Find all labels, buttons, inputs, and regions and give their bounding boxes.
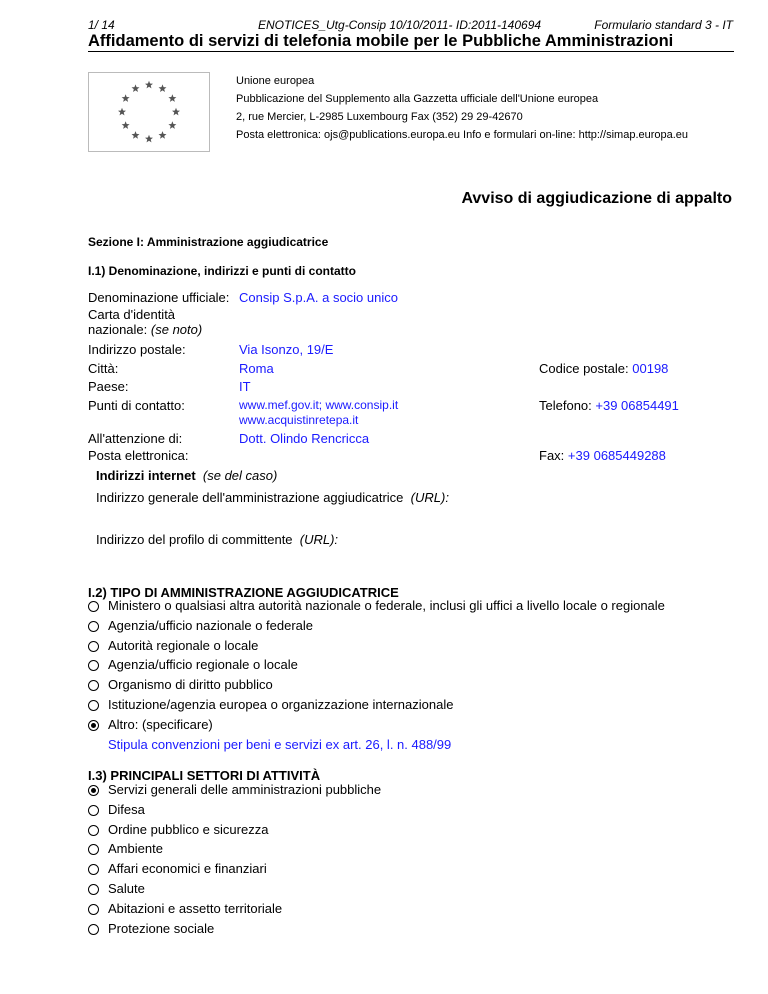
postcode: Codice postale: 00198 <box>539 361 669 376</box>
authority-type-label-6: Altro: (specificare) <box>108 716 213 732</box>
authority-type-label-1: Agenzia/ufficio nazionale o federale <box>108 617 314 633</box>
document-id: ENOTICES_Utg-Consip 10/10/2011- ID:2011-140694 <box>258 18 542 32</box>
activity-radio-7[interactable] <box>88 924 99 935</box>
activity-label-4: Affari economici e finanziari <box>108 861 267 877</box>
activity-label-0: Servizi generali delle amministrazioni pubbliche <box>108 782 382 797</box>
id-label-line-2: nazionale: (se noto) <box>88 322 203 337</box>
activity-radio-5[interactable] <box>88 884 99 895</box>
authority-type-radio-2[interactable] <box>88 641 99 652</box>
email-label: Posta elettronica: <box>88 448 189 463</box>
activity-radio-2[interactable] <box>88 825 99 836</box>
general-address: Indirizzo generale dell'amministrazione aggiudicatrice (URL): <box>96 490 449 505</box>
name-label: Denominazione ufficiale: <box>88 290 230 305</box>
authority-type-label-5: Istituzione/agenzia europea o organizzazione internazionale <box>108 697 454 712</box>
country-label: Paese: <box>88 379 129 394</box>
city-label: Città: <box>88 361 119 376</box>
section-1-2-title: I.2) TIPO DI AMMINISTRAZIONE AGGIUDICATRICE <box>88 585 399 600</box>
activity-label-1: Difesa <box>108 801 145 817</box>
other-authority-value: Stipula convenzioni per beni e servizi ex art. 26, l. n. 488/99 <box>108 737 452 752</box>
publisher-line-2: Pubblicazione del Supplemento alla Gazzetta ufficiale dell'Unione europea <box>236 93 599 105</box>
contact-value-2: www.acquistinretepa.it <box>239 413 359 427</box>
attention-value: Dott. Olindo Rencricca <box>239 431 370 446</box>
title-rule <box>88 51 734 52</box>
authority-type-label-4: Organismo di diritto pubblico <box>108 677 273 693</box>
name-value: Consip S.p.A. a socio unico <box>239 290 398 305</box>
section-1-1-title: I.1) Denominazione, indirizzi e punti di contatto <box>88 264 357 278</box>
section-1-title: Sezione I: Amministrazione aggiudicatrice <box>88 235 329 249</box>
activity-label-2: Ordine pubblico e sicurezza <box>108 821 269 837</box>
eu-flag-logo <box>88 72 210 152</box>
authority-type-label-0: Ministero o qualsiasi altra autorità nazionale o federale, inclusi gli uffici a livello locale o regionale <box>108 598 665 613</box>
authority-type-radio-0[interactable] <box>88 601 99 612</box>
authority-type-radio-6[interactable] <box>88 720 99 731</box>
country-value: IT <box>239 379 251 394</box>
attention-label: All'attenzione di: <box>88 431 183 446</box>
phone: Telefono: +39 06854491 <box>539 398 679 413</box>
fax: Fax: +39 0685449288 <box>539 448 666 463</box>
authority-type-radio-5[interactable] <box>88 700 99 711</box>
contact-value-1: www.mef.gov.it; www.consip.it <box>239 398 399 412</box>
authority-type-label-3: Agenzia/ufficio regionale o locale <box>108 657 298 673</box>
activity-label-7: Protezione sociale <box>108 920 215 936</box>
publisher-line-1: Unione europea <box>236 75 315 87</box>
publisher-line-3: 2, rue Mercier, L-2985 Luxembourg Fax (352) 29 29-42670 <box>236 111 523 123</box>
internet-heading: Indirizzi internet (se del caso) <box>96 468 278 483</box>
activity-radio-6[interactable] <box>88 904 99 915</box>
id-label: Carta d'identità <box>88 307 176 322</box>
activity-label-6: Abitazioni e assetto territoriale <box>108 900 283 916</box>
publisher-line-4: Posta elettronica: ojs@publications.europa.eu Info e formulari on-line: http://simap.europa.eu <box>236 129 689 141</box>
authority-type-radio-4[interactable] <box>88 680 99 691</box>
document-title: Affidamento di servizi di telefonia mobile per le Pubbliche Amministrazioni <box>88 32 674 50</box>
city-value: Roma <box>239 361 274 376</box>
authority-type-radio-3[interactable] <box>88 660 99 671</box>
activity-label-3: Ambiente <box>108 841 163 857</box>
activity-radio-3[interactable] <box>88 844 99 855</box>
contact-label: Punti di contatto: <box>88 398 185 413</box>
address-value: Via Isonzo, 19/E <box>239 342 334 357</box>
section-1-3-title: I.3) PRINCIPALI SETTORI DI ATTIVITÀ <box>88 768 321 783</box>
activity-radio-0[interactable] <box>88 785 99 796</box>
notice-title: Avviso di aggiudicazione di appalto <box>461 190 732 207</box>
activity-radio-4[interactable] <box>88 864 99 875</box>
authority-type-label-2: Autorità regionale o locale <box>108 637 259 653</box>
address-label: Indirizzo postale: <box>88 342 186 357</box>
authority-type-radio-1[interactable] <box>88 621 99 632</box>
eu-stars-icon <box>88 72 210 152</box>
activity-label-5: Salute <box>108 881 145 896</box>
buyer-profile-address: Indirizzo del profilo di committente (URL): <box>96 532 339 547</box>
activity-radio-1[interactable] <box>88 805 99 816</box>
form-type: Formulario standard 3 - IT <box>594 18 733 32</box>
page-number: 1/ 14 <box>88 18 115 32</box>
